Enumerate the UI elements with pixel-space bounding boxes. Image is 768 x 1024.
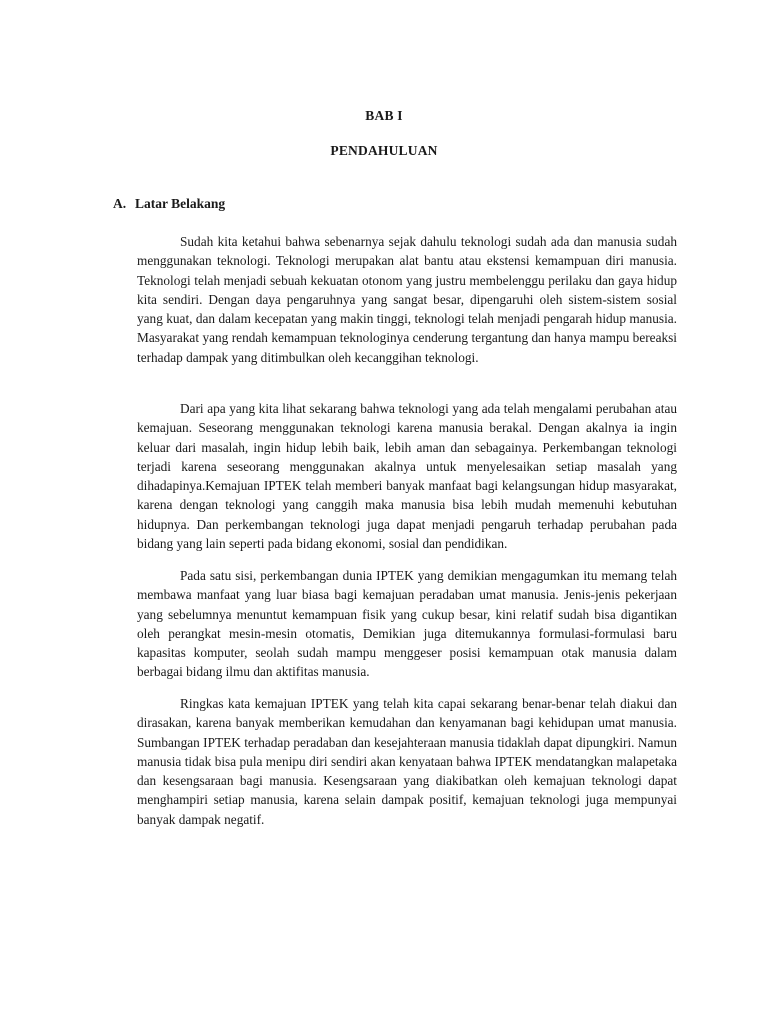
section-letter: A. [113, 196, 127, 211]
section-title: Latar Belakang [135, 196, 226, 211]
paragraph-4: Ringkas kata kemajuan IPTEK yang telah kita capai sekarang benar-benar telah diakui dan dirasakan, karena banyak memberikan kemudahan dan kenyamanan bagi kehidupan umat manusia. Sumbangan IPTEK terhadap peradaban dan kesejahteraan manusia tidaklah dapat dipungkiri. Namun manusia tidak bisa pula menipu diri sendiri akan kenyataan bahwa IPTEK mendatangkan malapetaka dan kesengsaraan bagi manusia. Kesengsaraan yang diakibatkan oleh kemajuan teknologi dapat menghampiri setiap manusia, karena selain dampak positif, kemajuan teknologi juga mempunyai banyak dampak negatif. [137, 696, 677, 827]
chapter-title: PENDAHULUAN [330, 143, 438, 158]
paragraph-1: Sudah kita ketahui bahwa sebenarnya sejak dahulu teknologi sudah ada dan manusia sudah menggunakan teknologi. Teknologi merupakan alat bantu atau ekstensi kemampuan diri manusia. Teknologi telah menjadi sebuah kekuatan otonom yang justru membelenggu perilaku dan gaya hidup kita sendiri. Dengan daya pengaruhnya yang sangat besar, dipengaruhi oleh sistem-sistem sosial yang kuat, dan dalam kecepatan yang makin tinggi, teknologi telah menjadi pengarah hidup manusia. Masyarakat yang rendah kemampuan teknologinya cenderung tergantung dan hanya mampu bereaksi terhadap dampak yang ditimbulkan oleh kecanggihan teknologi. [137, 234, 677, 365]
section-heading [113, 196, 225, 212]
paragraph-3: Pada satu sisi, perkembangan dunia IPTEK yang demikian mengagumkan itu memang telah membawa manfaat yang luar biasa bagi kemajuan peradaban umat manusia. Jenis-jenis pekerjaan yang sebelumnya menuntut kemampuan fisik yang cukup besar, kini relatif sudah bisa digantikan oleh perangkat mesin-mesin otomatis, Demikian juga ditemukannya formulasi-formulasi baru kapasitas komputer, seolah sudah mampu menggeser posisi kemampuan otak manusia dalam berbagai bidang ilmu dan aktifitas manusia. [137, 568, 677, 680]
chapter-number: BAB I [365, 108, 403, 123]
paragraph-2: Dari apa yang kita lihat sekarang bahwa teknologi yang ada telah mengalami perubahan atau kemajuan. Seseorang menggunakan teknologi karena manusia berakal. Dengan akalnya ia ingin keluar dari masalah, ingin hidup lebih baik, lebih aman dan sebagainya. Perkembangan teknologi terjadi karena seseorang menggunakan akalnya untuk menyelesaikan setiap masalah yang dihadapinya.Kemajuan IPTEK telah memberi banyak manfaat bagi kelangsungan hidup masyarakat, karena dengan teknologi yang canggih maka manusia bisa lebih mudah memenuhi kebutuhan hidupnya. Dan perkembangan teknologi juga dapat menjadi pengaruh terhadap perubahan pada bidang yang lain seperti pada bidang ekonomi, sosial dan pendidikan. [137, 401, 677, 552]
